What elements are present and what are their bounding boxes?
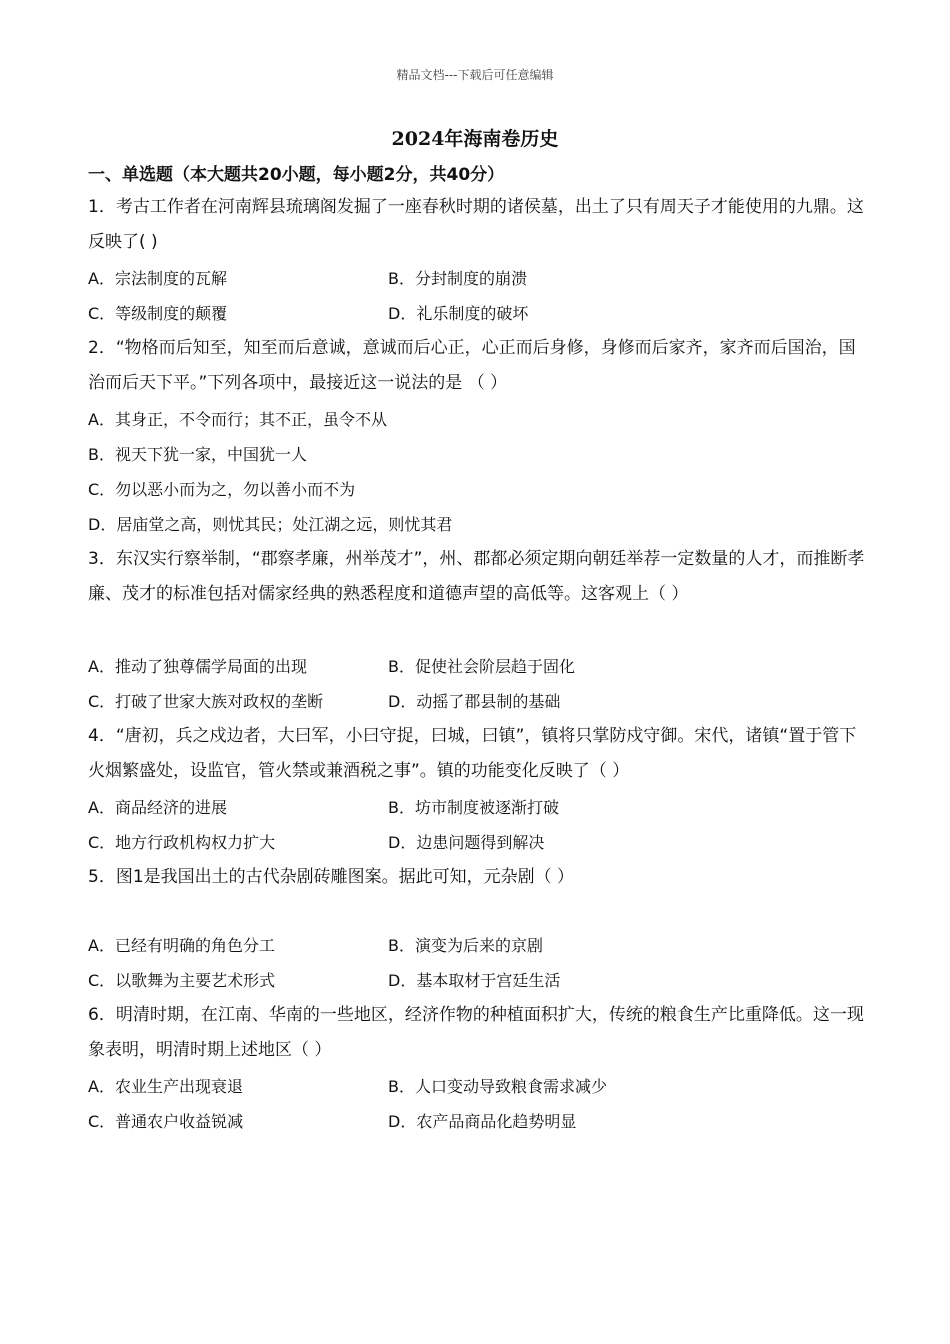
question-6-option-c[interactable]: C．普通农户收益锐减	[88, 1112, 244, 1131]
page-title: 2024年海南卷历史	[391, 128, 559, 150]
question-3-stem: 3．东汉实行察举制，“郡察孝廉，州举茂才”，州、郡都必须定期向朝廷举荐一定数量的人才，而推断孝廉、茂才的标准包括对儒家经典的熟悉程度和道德声望的高低等。这客观上（ ）	[88, 549, 865, 604]
question-1-option-a[interactable]: A．宗法制度的瓦解	[88, 269, 227, 288]
question-5-option-a[interactable]: A．已经有明确的角色分工	[88, 936, 275, 955]
question-5-option-b[interactable]: B．演变为后来的京剧	[388, 936, 543, 955]
question-4-option-d[interactable]: D．边患问题得到解决	[388, 833, 545, 852]
question-5-option-c[interactable]: C．以歌舞为主要艺术形式	[88, 971, 276, 990]
question-2-option-b[interactable]: B．视天下犹一家，中国犹一人	[88, 445, 307, 464]
question-1-option-b[interactable]: B．分封制度的崩溃	[388, 269, 527, 288]
question-2-option-d[interactable]: D．居庙堂之高，则忧其民；处江湖之远，则忧其君	[88, 515, 453, 534]
question-2-option-c[interactable]: C．勿以恶小而为之，勿以善小而不为	[88, 480, 356, 499]
question-1-option-d[interactable]: D．礼乐制度的破坏	[388, 304, 529, 323]
question-6-option-a[interactable]: A．农业生产出现衰退	[88, 1077, 243, 1096]
question-5-option-d[interactable]: D．基本取材于宫廷生活	[388, 971, 561, 990]
question-3-option-a[interactable]: A．推动了独尊儒学局面的出现	[88, 657, 307, 676]
watermark: 精品文档---下载后可任意编辑	[396, 68, 554, 82]
question-2-stem: 2．“物格而后知至，知至而后意诚，意诚而后心正，心正而后身修，身修而后家齐，家齐而后国治，国治而后天下平。”下列各项中，最接近这一说法的是 （ ）	[88, 338, 856, 393]
question-3-option-c[interactable]: C．打破了世家大族对政权的垄断	[88, 692, 324, 711]
question-6-stem: 6．明清时期，在江南、华南的一些地区，经济作物的种植面积扩大，传统的粮食生产比重降低。这一现象表明，明清时期上述地区（ ）	[88, 1005, 864, 1060]
question-1-option-c[interactable]: C．等级制度的颠覆	[88, 304, 228, 323]
question-6-option-b[interactable]: B．人口变动导致粮食需求减少	[388, 1077, 607, 1096]
section-heading: 一、单选题（本大题共20小题，每小题2分，共40分）	[88, 165, 505, 185]
question-4-option-a[interactable]: A．商品经济的进展	[88, 798, 227, 817]
question-5-stem: 5．图1是我国出土的古代杂剧砖雕图案。据此可知，元杂剧（ ）	[88, 867, 575, 887]
question-4-stem: 4．“唐初，兵之戍边者，大曰军，小曰守捉，曰城，曰镇”，镇将只掌防戍守御。宋代，诸镇“置于管下火烟繁盛处，设监官，管火禁或兼酒税之事”。镇的功能变化反映了（ ）	[88, 726, 857, 781]
question-4-option-c[interactable]: C．地方行政机构权力扩大	[88, 833, 276, 852]
question-6-option-d[interactable]: D．农产品商品化趋势明显	[388, 1112, 577, 1131]
question-3-option-d[interactable]: D．动摇了郡县制的基础	[388, 692, 561, 711]
question-1-stem: 1．考古工作者在河南辉县琉璃阁发掘了一座春秋时期的诸侯墓，出土了只有周天子才能使用的九鼎。这反映了( )	[88, 197, 864, 252]
question-3-option-b[interactable]: B．促使社会阶层趋于固化	[388, 657, 575, 676]
question-2-option-a[interactable]: A．其身正，不令而行；其不正，虽令不从	[88, 410, 387, 429]
question-4-option-b[interactable]: B．坊市制度被逐渐打破	[388, 798, 559, 817]
